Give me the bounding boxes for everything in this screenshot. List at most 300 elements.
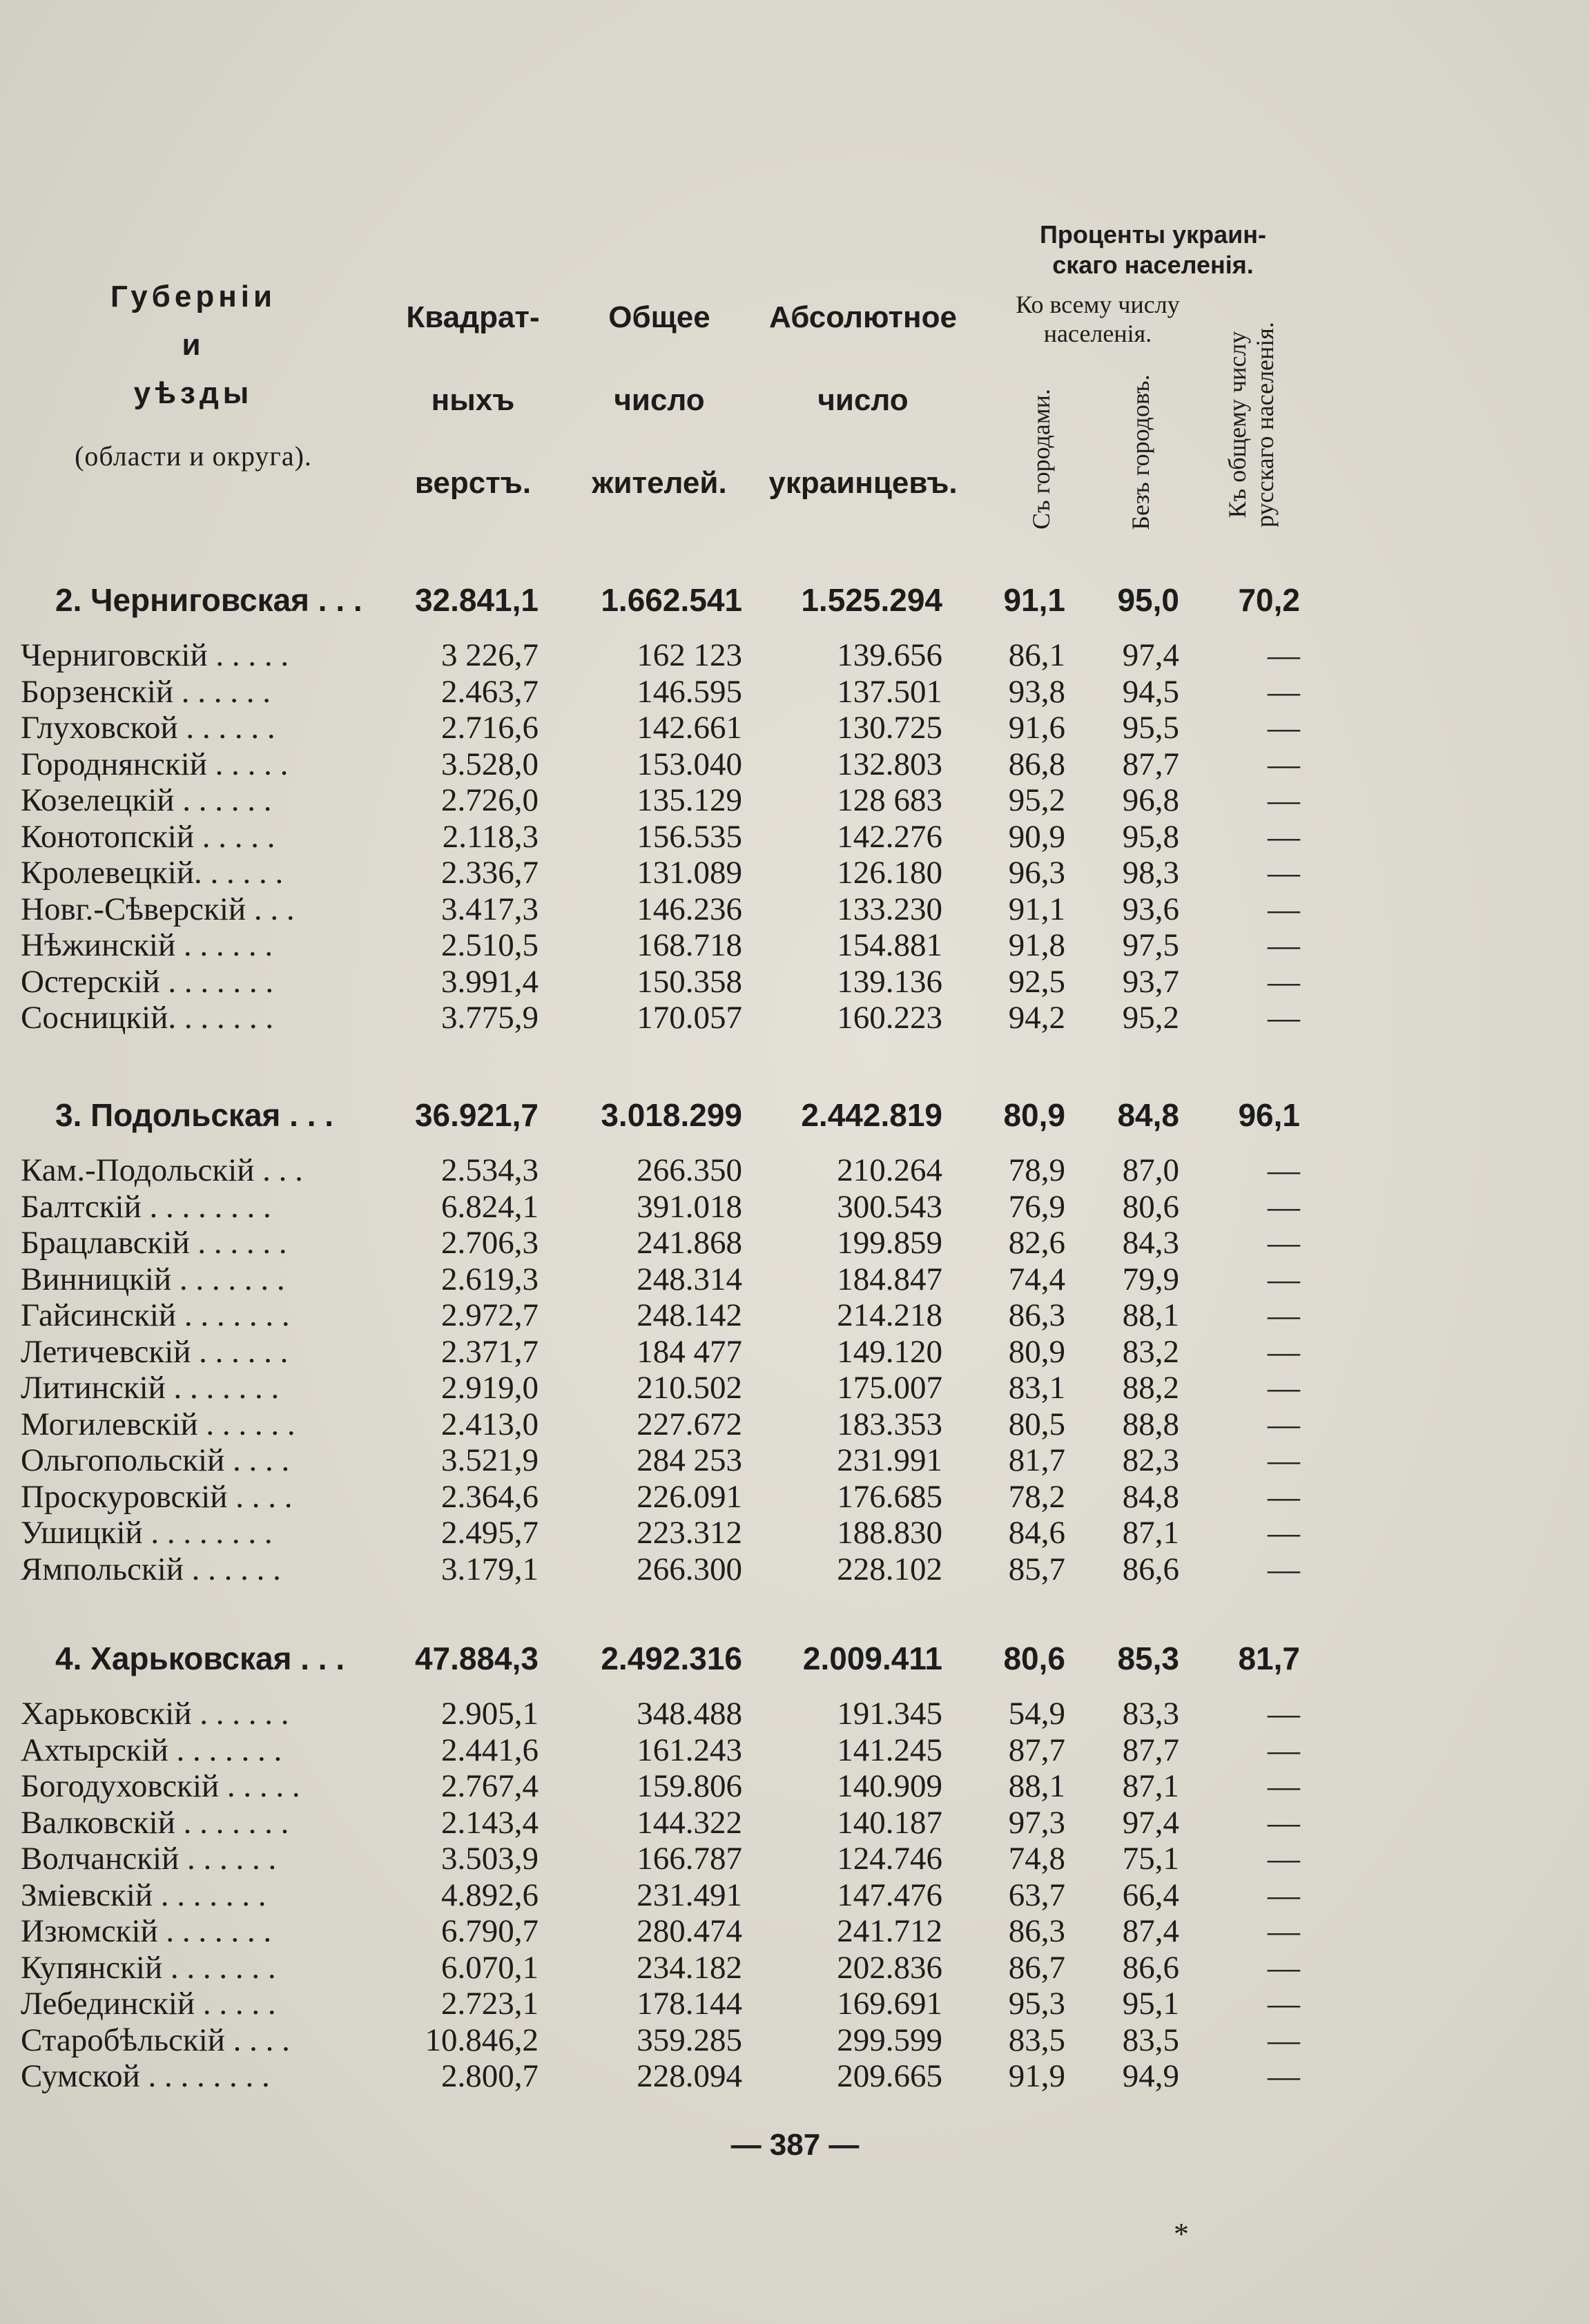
district-pct-without-towns: 82,3 [1122, 1442, 1179, 1478]
district-area: 3.775,9 [441, 1000, 539, 1036]
district-ukrainians: 137.501 [837, 673, 942, 710]
district-name: Гайсинскій . . . . . . . [21, 1297, 290, 1333]
district-name: Брацлавскій . . . . . . [21, 1225, 287, 1261]
district-ukrainians: 176.685 [837, 1478, 942, 1515]
district-pct-with-towns: 63,7 [1008, 1877, 1065, 1913]
district-pct-with-towns: 91,6 [1008, 710, 1065, 746]
district-area: 2.364,6 [441, 1478, 539, 1515]
header-area-col [394, 276, 552, 525]
district-population: 359.285 [637, 2022, 742, 2058]
district-ukrainians: 139.656 [837, 637, 942, 673]
district-pct-without-towns: 93,6 [1122, 891, 1179, 927]
district-pct-russian: — [1268, 891, 1300, 927]
district-pct-without-towns: 83,2 [1122, 1333, 1179, 1370]
district-pct-with-towns: 86,3 [1008, 1297, 1065, 1333]
district-pct-with-towns: 80,9 [1008, 1333, 1065, 1370]
district-pct-without-towns: 87,1 [1122, 1515, 1179, 1551]
district-ukrainians: 139.136 [837, 963, 942, 1000]
district-ukrainians: 175.007 [837, 1370, 942, 1406]
district-name: Литинскій . . . . . . . [21, 1370, 280, 1406]
district-row [0, 963, 1590, 1000]
header-pop-line2: число [614, 383, 705, 417]
district-population: 228.094 [637, 2058, 742, 2094]
district-ukrainians: 160.223 [837, 1000, 942, 1036]
district-pct-with-towns: 97,3 [1008, 1804, 1065, 1841]
total-pct-with-towns: 80,9 [1003, 1097, 1065, 1133]
district-pct-without-towns: 93,7 [1122, 963, 1179, 1000]
header-pct-without: Безъ городовъ. [1127, 374, 1154, 530]
district-row [0, 927, 1590, 963]
district-pct-russian: — [1268, 1442, 1300, 1478]
district-name: Винницкій . . . . . . . [21, 1261, 285, 1297]
district-pct-without-towns: 97,4 [1122, 637, 1179, 673]
district-pct-russian: — [1268, 746, 1300, 782]
district-ukrainians: 183.353 [837, 1406, 942, 1442]
district-row [0, 1224, 1590, 1261]
district-pct-with-towns: 86,3 [1008, 1913, 1065, 1949]
district-population: 159.806 [637, 1768, 742, 1804]
district-ukrainians: 231.991 [837, 1442, 942, 1478]
district-population: 146.595 [637, 673, 742, 710]
district-ukrainians: 147.476 [837, 1877, 942, 1913]
district-area: 3.528,0 [441, 746, 539, 782]
district-population: 178.144 [637, 1986, 742, 2022]
district-name: Балтскій . . . . . . . . [21, 1188, 271, 1225]
district-pct-russian: — [1268, 782, 1300, 818]
district-area: 10.846,2 [425, 2022, 539, 2058]
district-ukrainians: 140.187 [837, 1804, 942, 1841]
district-row [0, 637, 1590, 673]
district-population: 266.350 [637, 1152, 742, 1188]
district-pct-russian: — [1268, 855, 1300, 891]
district-ukrainians: 188.830 [837, 1515, 942, 1551]
district-pct-without-towns: 86,6 [1122, 1949, 1179, 1986]
total-pct-with-towns: 91,1 [1003, 582, 1065, 618]
district-population: 135.129 [637, 782, 742, 818]
district-name: Ямпольскій . . . . . . [21, 1551, 281, 1587]
header-pop-col [573, 276, 746, 525]
district-pct-with-towns: 91,9 [1008, 2058, 1065, 2094]
district-pct-russian: — [1268, 637, 1300, 673]
total-pct-without-towns: 84,8 [1117, 1097, 1179, 1133]
district-population: 166.787 [637, 1841, 742, 1877]
district-pct-russian: — [1268, 1261, 1300, 1297]
district-name: Глуховской . . . . . . [21, 710, 275, 746]
district-pct-with-towns: 87,7 [1008, 1732, 1065, 1768]
district-pct-without-towns: 94,9 [1122, 2058, 1179, 2094]
district-population: 227.672 [637, 1406, 742, 1442]
district-row [0, 999, 1590, 1036]
district-pct-without-towns: 87,7 [1122, 1732, 1179, 1768]
header-ukr-line1: Абсолютное [769, 300, 957, 334]
district-population: 280.474 [637, 1913, 742, 1949]
district-population: 348.488 [637, 1696, 742, 1732]
total-name: 2. Черниговская . . . [55, 582, 362, 618]
district-pct-without-towns: 87,1 [1122, 1768, 1179, 1804]
district-pct-russian: — [1268, 1188, 1300, 1225]
district-name: Борзенскій . . . . . . [21, 673, 271, 710]
district-population: 146.236 [637, 891, 742, 927]
header-name-sub: (области и округа). [75, 440, 312, 472]
header-name-line2: и [182, 328, 205, 362]
district-area: 2.919,0 [441, 1370, 539, 1406]
district-pct-with-towns: 86,7 [1008, 1949, 1065, 1986]
district-population: 142.661 [637, 710, 742, 746]
header-pop-line1: Общее [608, 300, 710, 334]
district-rows [0, 637, 1590, 1036]
district-pct-with-towns: 76,9 [1008, 1188, 1065, 1225]
district-population: 234.182 [637, 1949, 742, 1986]
district-row [0, 1188, 1590, 1225]
district-row [0, 782, 1590, 818]
district-ukrainians: 140.909 [837, 1768, 942, 1804]
total-pct-russian: 70,2 [1238, 582, 1300, 618]
district-area: 2.723,1 [441, 1986, 539, 2022]
district-ukrainians: 128 683 [837, 782, 942, 818]
total-pct-without-towns: 85,3 [1117, 1640, 1179, 1676]
district-row [0, 2022, 1590, 2058]
district-pct-without-towns: 97,5 [1122, 927, 1179, 963]
district-name: Сумской . . . . . . . . [21, 2058, 270, 2094]
header-area-line3: верстъ. [414, 466, 532, 500]
district-pct-with-towns: 74,8 [1008, 1841, 1065, 1877]
district-row [0, 1551, 1590, 1587]
district-area: 2.441,6 [441, 1732, 539, 1768]
district-pct-without-towns: 83,3 [1122, 1696, 1179, 1732]
district-pct-with-towns: 81,7 [1008, 1442, 1065, 1478]
district-row [0, 1478, 1590, 1515]
district-row [0, 818, 1590, 855]
district-population: 170.057 [637, 1000, 742, 1036]
total-row [0, 1090, 1590, 1145]
district-population: 161.243 [637, 1732, 742, 1768]
district-population: 153.040 [637, 746, 742, 782]
district-pct-without-towns: 84,8 [1122, 1478, 1179, 1515]
header-name-col [41, 273, 345, 418]
district-row [0, 854, 1590, 891]
district-pct-russian: — [1268, 1732, 1300, 1768]
district-rows [0, 1152, 1590, 1587]
district-area: 2.706,3 [441, 1225, 539, 1261]
section-kharkov [0, 1633, 1590, 2094]
district-population: 226.091 [637, 1478, 742, 1515]
header-pct-rus-line1: Къ общему числу [1223, 331, 1251, 519]
district-ukrainians: 149.120 [837, 1333, 942, 1370]
district-ukrainians: 133.230 [837, 891, 942, 927]
district-population: 241.868 [637, 1225, 742, 1261]
district-name: Волчанскій . . . . . . [21, 1841, 277, 1877]
district-pct-russian: — [1268, 963, 1300, 1000]
district-pct-russian: — [1268, 1841, 1300, 1877]
district-ukrainians: 184.847 [837, 1261, 942, 1297]
district-pct-russian: — [1268, 1406, 1300, 1442]
district-name: Черниговскій . . . . . [21, 637, 289, 673]
district-row [0, 1840, 1590, 1877]
district-pct-without-towns: 88,1 [1122, 1297, 1179, 1333]
district-pct-with-towns: 78,2 [1008, 1478, 1065, 1515]
district-row [0, 891, 1590, 927]
district-area: 3.521,9 [441, 1442, 539, 1478]
district-name: Козелецкій . . . . . . [21, 782, 272, 818]
district-name: Кам.-Подольскій . . . [21, 1152, 303, 1188]
district-pct-russian: — [1268, 1551, 1300, 1587]
district-row [0, 1949, 1590, 1986]
district-pct-russian: — [1268, 1768, 1300, 1804]
district-pct-with-towns: 85,7 [1008, 1551, 1065, 1587]
header-pct-with: Съ городами. [1027, 389, 1055, 530]
district-pct-russian: — [1268, 1515, 1300, 1551]
district-rows [0, 1695, 1590, 2094]
district-ukrainians: 141.245 [837, 1732, 942, 1768]
district-population: 144.322 [637, 1804, 742, 1841]
district-population: 162 123 [637, 637, 742, 673]
district-pct-without-towns: 98,3 [1122, 855, 1179, 891]
district-row [0, 1804, 1590, 1841]
district-row [0, 709, 1590, 746]
district-pct-russian: — [1268, 1913, 1300, 1949]
header-pct-title-line2: скаго населенія. [1052, 251, 1254, 279]
total-area: 32.841,1 [414, 582, 539, 618]
header-pct-all-line2: населенія. [1043, 320, 1152, 347]
district-name: Остерскій . . . . . . . [21, 963, 274, 1000]
district-area: 2.413,0 [441, 1406, 539, 1442]
district-pct-without-towns: 80,6 [1122, 1188, 1179, 1225]
district-pct-without-towns: 66,4 [1122, 1877, 1179, 1913]
district-name: Летичевскій . . . . . . [21, 1333, 289, 1370]
district-area: 2.800,7 [441, 2058, 539, 2094]
district-pct-with-towns: 83,5 [1008, 2022, 1065, 2058]
district-row [0, 1261, 1590, 1297]
district-population: 231.491 [637, 1877, 742, 1913]
district-area: 6.070,1 [441, 1949, 539, 1986]
section-podolia [0, 1090, 1590, 1587]
district-pct-with-towns: 91,1 [1008, 891, 1065, 927]
district-pct-with-towns: 82,6 [1008, 1225, 1065, 1261]
district-area: 3 226,7 [441, 637, 539, 673]
district-name: Харьковскій . . . . . . [21, 1696, 289, 1732]
district-pct-without-towns: 97,4 [1122, 1804, 1179, 1841]
district-pct-russian: — [1268, 673, 1300, 710]
district-pct-with-towns: 90,9 [1008, 818, 1065, 855]
district-pct-russian: — [1268, 1297, 1300, 1333]
district-area: 3.503,9 [441, 1841, 539, 1877]
district-pct-russian: — [1268, 2058, 1300, 2094]
district-area: 3.179,1 [441, 1551, 539, 1587]
district-ukrainians: 214.218 [837, 1297, 942, 1333]
district-ukrainians: 299.599 [837, 2022, 942, 2058]
total-name: 4. Харьковская . . . [55, 1640, 345, 1676]
district-population: 248.314 [637, 1261, 742, 1297]
district-pct-with-towns: 95,3 [1008, 1986, 1065, 2022]
district-name: Ольгопольскій . . . . [21, 1442, 290, 1478]
district-pct-with-towns: 92,5 [1008, 963, 1065, 1000]
total-name: 3. Подольская . . . [55, 1097, 334, 1133]
district-pct-with-towns: 88,1 [1008, 1768, 1065, 1804]
total-pct-without-towns: 95,0 [1117, 582, 1179, 618]
district-pct-without-towns: 95,5 [1122, 710, 1179, 746]
district-name: Проскуровскій . . . . [21, 1478, 293, 1515]
district-ukrainians: 130.725 [837, 710, 942, 746]
district-name: Ахтырскій . . . . . . . [21, 1732, 282, 1768]
district-population: 266.300 [637, 1551, 742, 1587]
district-ukrainians: 132.803 [837, 746, 942, 782]
district-population: 210.502 [637, 1370, 742, 1406]
header-pct-all [987, 290, 1208, 348]
header-pct-title [1001, 220, 1305, 280]
total-population: 3.018.299 [601, 1097, 742, 1133]
district-ukrainians: 169.691 [837, 1986, 942, 2022]
district-ukrainians: 202.836 [837, 1949, 942, 1986]
total-ukrainians: 1.525.294 [801, 582, 942, 618]
district-pct-with-towns: 91,8 [1008, 927, 1065, 963]
district-name: Лебединскій . . . . . [21, 1986, 276, 2022]
district-area: 6.790,7 [441, 1913, 539, 1949]
district-name: Зміевскій . . . . . . . [21, 1877, 266, 1913]
total-area: 47.884,3 [414, 1640, 539, 1676]
district-row [0, 673, 1590, 710]
district-pct-without-towns: 87,4 [1122, 1913, 1179, 1949]
printer-mark: * [1174, 2217, 1189, 2251]
district-name: Старобѣльскій . . . . [21, 2022, 290, 2058]
district-pct-without-towns: 86,6 [1122, 1551, 1179, 1587]
total-ukrainians: 2.442.819 [801, 1097, 942, 1133]
district-ukrainians: 154.881 [837, 927, 942, 963]
district-pct-without-towns: 75,1 [1122, 1841, 1179, 1877]
district-pct-russian: — [1268, 710, 1300, 746]
district-pct-with-towns: 54,9 [1008, 1696, 1065, 1732]
header-name-line3: уѣзды [133, 376, 253, 410]
header-pct-all-line1: Ко всему числу [1016, 291, 1180, 318]
district-pct-without-towns: 95,2 [1122, 1000, 1179, 1036]
header-area-line2: ныхъ [431, 383, 515, 417]
district-area: 2.336,7 [441, 855, 539, 891]
district-area: 2.143,4 [441, 1804, 539, 1841]
district-area: 2.118,3 [442, 818, 539, 855]
total-pct-with-towns: 80,6 [1003, 1640, 1065, 1676]
district-name: Кролевецкій. . . . . . [21, 855, 284, 891]
total-population: 1.662.541 [601, 582, 742, 618]
total-area: 36.921,7 [414, 1097, 539, 1133]
total-pct-russian: 81,7 [1238, 1640, 1300, 1676]
district-ukrainians: 300.543 [837, 1188, 942, 1225]
district-ukrainians: 209.665 [837, 2058, 942, 2094]
district-row [0, 2057, 1590, 2094]
district-name: Богодуховскій . . . . . [21, 1768, 300, 1804]
header-ukr-line2: число [817, 383, 909, 417]
header-pct-title-line1: Проценты украин- [1039, 220, 1267, 249]
district-row [0, 1514, 1590, 1551]
district-area: 2.619,3 [441, 1261, 539, 1297]
district-ukrainians: 210.264 [837, 1152, 942, 1188]
district-pct-russian: — [1268, 1478, 1300, 1515]
district-pct-russian: — [1268, 1225, 1300, 1261]
district-row [0, 1369, 1590, 1406]
district-name: Ушицкій . . . . . . . . [21, 1515, 273, 1551]
district-name: Новг.-Сѣверскій . . . [21, 891, 295, 927]
district-pct-with-towns: 84,6 [1008, 1515, 1065, 1551]
district-area: 3.991,4 [441, 963, 539, 1000]
district-name: Валковскій . . . . . . . [21, 1804, 289, 1841]
header-pop-line3: жителей. [592, 466, 727, 500]
district-population: 184 477 [637, 1333, 742, 1370]
district-pct-russian: — [1268, 818, 1300, 855]
district-pct-with-towns: 86,8 [1008, 746, 1065, 782]
district-row [0, 1406, 1590, 1442]
district-name: Нѣжинскій . . . . . . [21, 927, 273, 963]
district-area: 2.510,5 [441, 927, 539, 963]
district-area: 2.726,0 [441, 782, 539, 818]
district-pct-without-towns: 95,8 [1122, 818, 1179, 855]
district-population: 391.018 [637, 1188, 742, 1225]
district-area: 2.463,7 [441, 673, 539, 710]
district-name: Конотопскій . . . . . [21, 818, 275, 855]
district-area: 2.534,3 [441, 1152, 539, 1188]
district-pct-with-towns: 83,1 [1008, 1370, 1065, 1406]
district-row [0, 1297, 1590, 1333]
district-row [0, 1732, 1590, 1768]
district-population: 150.358 [637, 963, 742, 1000]
district-pct-russian: — [1268, 1877, 1300, 1913]
district-pct-without-towns: 88,8 [1122, 1406, 1179, 1442]
district-row [0, 1152, 1590, 1188]
total-row [0, 1633, 1590, 1688]
district-pct-without-towns: 79,9 [1122, 1261, 1179, 1297]
district-pct-russian: — [1268, 2022, 1300, 2058]
district-pct-russian: — [1268, 1986, 1300, 2022]
district-name: Купянскій . . . . . . . [21, 1949, 276, 1986]
district-name: Могилевскій . . . . . . [21, 1406, 295, 1442]
district-area: 4.892,6 [441, 1877, 539, 1913]
district-area: 6.824,1 [441, 1188, 539, 1225]
district-pct-russian: — [1268, 1804, 1300, 1841]
district-population: 223.312 [637, 1515, 742, 1551]
district-ukrainians: 142.276 [837, 818, 942, 855]
district-pct-without-towns: 95,1 [1122, 1986, 1179, 2022]
district-ukrainians: 241.712 [837, 1913, 942, 1949]
district-pct-with-towns: 93,8 [1008, 673, 1065, 710]
district-pct-with-towns: 78,9 [1008, 1152, 1065, 1188]
district-pct-without-towns: 96,8 [1122, 782, 1179, 818]
header-pct-rus-line2: русскаго населенія. [1251, 322, 1279, 527]
district-pct-without-towns: 87,0 [1122, 1152, 1179, 1188]
district-pct-russian: — [1268, 1949, 1300, 1986]
district-population: 168.718 [637, 927, 742, 963]
district-pct-with-towns: 80,5 [1008, 1406, 1065, 1442]
header-area-line1: Квадрат- [406, 300, 540, 334]
district-row [0, 1768, 1590, 1804]
district-area: 2.905,1 [441, 1696, 539, 1732]
district-pct-without-towns: 88,2 [1122, 1370, 1179, 1406]
district-pct-russian: — [1268, 1152, 1300, 1188]
section-chernigov [0, 574, 1590, 1036]
district-pct-russian: — [1268, 927, 1300, 963]
district-population: 284 253 [637, 1442, 742, 1478]
district-name: Городнянскій . . . . . [21, 746, 289, 782]
district-pct-without-towns: 87,7 [1122, 746, 1179, 782]
district-row [0, 1442, 1590, 1478]
district-population: 156.535 [637, 818, 742, 855]
district-area: 2.495,7 [441, 1515, 539, 1551]
header-ukr-col [766, 276, 960, 525]
district-area: 3.417,3 [441, 891, 539, 927]
district-ukrainians: 199.859 [837, 1225, 942, 1261]
district-pct-russian: — [1268, 1333, 1300, 1370]
district-population: 248.142 [637, 1297, 742, 1333]
district-row [0, 1333, 1590, 1370]
district-row [0, 1913, 1590, 1949]
district-pct-without-towns: 84,3 [1122, 1225, 1179, 1261]
district-area: 2.972,7 [441, 1297, 539, 1333]
